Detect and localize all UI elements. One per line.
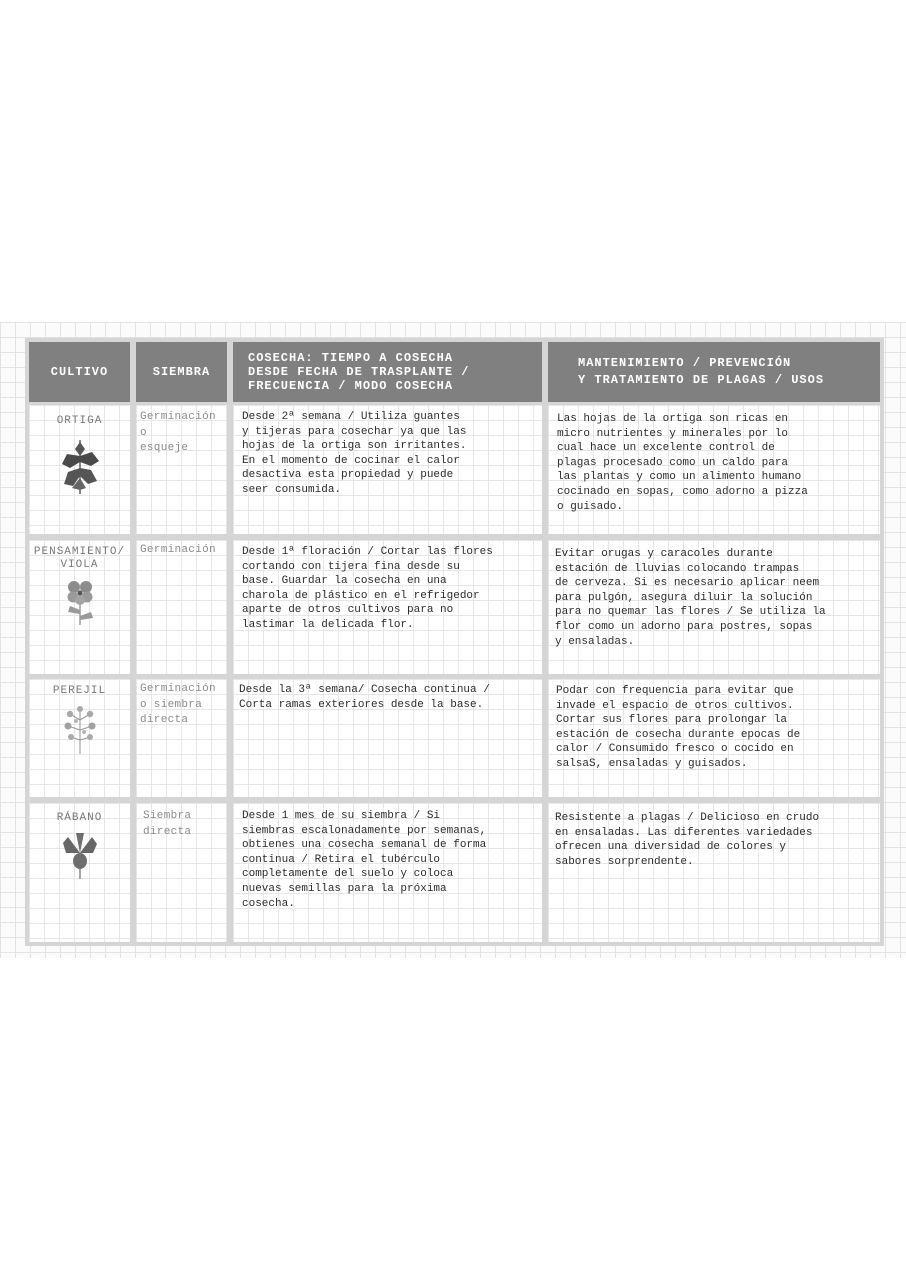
parsley-plant-icon	[62, 704, 98, 756]
crop-table	[25, 338, 884, 946]
cell-mantenimiento-perejil: Podar con frequencia para evitar que invade el espacio de otros cultivos. Cortar sus flores para prolongar la estación de cosecha durante epocas de calor / Consumido fresco o cocido en salsaS, ensaladas y guisados.	[548, 679, 880, 797]
cell-cosecha-rabano: Desde 1 mes de su siembra / Si siembras escalonadamente por semanas, obtienes una cosecha semanal de forma continua / Retira el tubérculo completamente del suelo y coloca nuevas semillas para la próxima cosecha.	[233, 803, 542, 942]
cell-siembra-viola: Germinación	[136, 540, 227, 674]
cell-mantenimiento-ortiga: Las hojas de la ortiga son ricas en micro nutrientes y minerales por lo cual hace un excelente control de plagas procesado como un caldo para las plantas y como un alimento humano cocinado en sopas, como adorno a pizza o guisado.	[548, 405, 880, 534]
cell-cosecha-viola: Desde 1ª floración / Cortar las flores cortando con tijera fina desde su base. Guardar la cosecha en una charola de plástico en el refrigedor aparte de otros cultivos para no lastimar la delicada flor.	[233, 540, 542, 674]
cell-cultivo-ortiga	[29, 405, 130, 534]
viola-flower-icon	[62, 578, 98, 626]
cell-cultivo-viola	[29, 540, 130, 674]
crop-name: RÁBANO	[56, 812, 103, 824]
cell-cosecha-ortiga: Desde 2ª semana / Utiliza guantes y tijeras para cosechar ya que las hojas de la ortiga son irritantes. En el momento de cocinar el calor desactiva esta propiedad y puede seer consumida.	[233, 405, 542, 534]
nettle-plant-icon	[58, 434, 102, 496]
cell-cultivo-perejil	[29, 679, 130, 797]
radish-plant-icon	[60, 831, 100, 881]
cell-siembra-ortiga: Germinación o esqueje	[136, 405, 227, 534]
header-cultivo: CULTIVO	[29, 342, 130, 402]
cell-mantenimiento-rabano: Resistente a plagas / Delicioso en crudo en ensaladas. Las diferentes variedades ofrecen una diversidad de colores y sabores sorprendente.	[548, 803, 880, 942]
cell-siembra-rabano: Siembra directa	[136, 803, 227, 942]
crop-name: PEREJIL	[52, 685, 107, 697]
crop-name: ORTIGA	[56, 415, 103, 427]
cell-cosecha-perejil: Desde la 3ª semana/ Cosecha continua / Corta ramas exteriores desde la base.	[233, 679, 542, 797]
cell-siembra-perejil: Germinación o siembra directa	[136, 679, 227, 797]
cell-mantenimiento-viola: Evitar orugas y caracoles durante estación de lluvias colocando trampas de cerveza. Si es necesario aplicar neem para pulgón, asegura diluir la solución para no quemar las flores / Se utiliza la flor como un adorno para postres, sopas y ensaladas.	[548, 540, 880, 674]
header-cosecha: COSECHA: TIEMPO A COSECHA DESDE FECHA DE TRASPLANTE / FRECUENCIA / MODO COSECHA	[233, 342, 542, 402]
crop-name: PENSAMIENTO/ VIOLA	[33, 546, 126, 571]
header-siembra: SIEMBRA	[136, 342, 227, 402]
cell-cultivo-rabano	[29, 803, 130, 942]
header-mantenimiento: MANTENIMIENTO / PREVENCIÓN Y TRATAMIENTO DE PLAGAS / USOS	[548, 342, 880, 402]
